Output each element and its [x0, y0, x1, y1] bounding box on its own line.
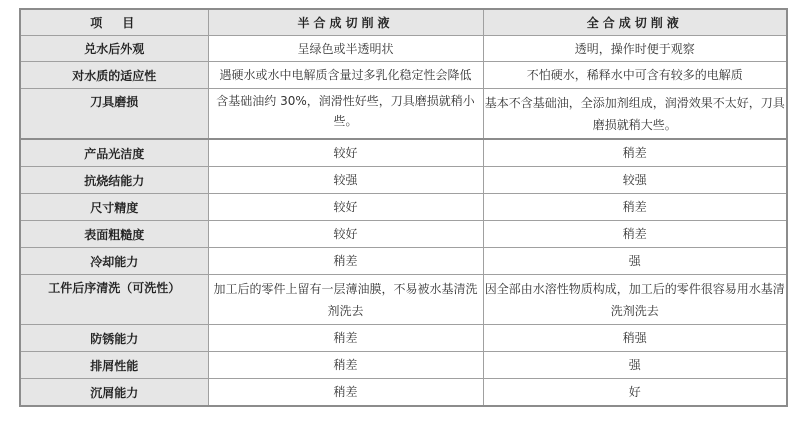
row-label: 冷却能力 [20, 248, 208, 275]
header-semi-synthetic: 半合成切削液 [208, 9, 483, 36]
comparison-table-container [19, 8, 786, 407]
table-row [20, 275, 787, 325]
cell-semi: 较强 [208, 167, 483, 194]
header-fully-synthetic: 全合成切削液 [483, 9, 787, 36]
table-row [20, 221, 787, 248]
cell-full: 稍差 [483, 221, 787, 248]
row-label: 产品光洁度 [20, 139, 208, 167]
row-label: 刀具磨损 [20, 89, 208, 140]
cell-semi: 稍差 [208, 379, 483, 407]
row-label: 工件后序清洗（可洗性） [20, 275, 208, 325]
row-label: 对水质的适应性 [20, 62, 208, 89]
row-label: 尺寸精度 [20, 194, 208, 221]
cell-semi: 较好 [208, 221, 483, 248]
cell-full: 稍差 [483, 139, 787, 167]
cell-semi: 遇硬水或水中电解质含量过多乳化稳定性会降低 [208, 62, 483, 89]
cell-full: 好 [483, 379, 787, 407]
cell-semi: 稍差 [208, 352, 483, 379]
header-item: 项 目 [20, 9, 208, 36]
row-label: 防锈能力 [20, 325, 208, 352]
table-row [20, 248, 787, 275]
cell-full: 稍强 [483, 325, 787, 352]
cell-semi: 较好 [208, 139, 483, 167]
cell-semi: 稍差 [208, 325, 483, 352]
table-row [20, 167, 787, 194]
table-row [20, 89, 787, 140]
cell-semi: 呈绿色或半透明状 [208, 36, 483, 62]
cell-full: 不怕硬水，稀释水中可含有较多的电解质 [483, 62, 787, 89]
cell-full: 较强 [483, 167, 787, 194]
cell-full: 强 [483, 352, 787, 379]
cell-semi: 加工后的零件上留有一层薄油膜，不易被水基清洗剂洗去 [208, 275, 483, 325]
cell-full: 稍差 [483, 194, 787, 221]
cell-semi: 稍差 [208, 248, 483, 275]
table-row [20, 139, 787, 167]
cell-semi: 含基础油约 30%，润滑性好些，刀具磨损就稍小些。 [208, 89, 483, 140]
row-label: 兑水后外观 [20, 36, 208, 62]
cell-full: 强 [483, 248, 787, 275]
row-label: 排屑性能 [20, 352, 208, 379]
table-row [20, 325, 787, 352]
cell-full: 因全部由水溶性物质构成，加工后的零件很容易用水基清洗剂洗去 [483, 275, 787, 325]
table-row [20, 36, 787, 62]
row-label: 表面粗糙度 [20, 221, 208, 248]
table-row [20, 62, 787, 89]
table-row [20, 194, 787, 221]
comparison-table [19, 8, 788, 407]
table-row [20, 379, 787, 407]
row-label: 沉屑能力 [20, 379, 208, 407]
cell-full: 透明，操作时便于观察 [483, 36, 787, 62]
row-label: 抗烧结能力 [20, 167, 208, 194]
header-row [20, 9, 787, 36]
cell-full: 基本不含基础油，全添加剂组成，润滑效果不太好，刀具磨损就稍大些。 [483, 89, 787, 140]
cell-semi: 较好 [208, 194, 483, 221]
table-row [20, 352, 787, 379]
